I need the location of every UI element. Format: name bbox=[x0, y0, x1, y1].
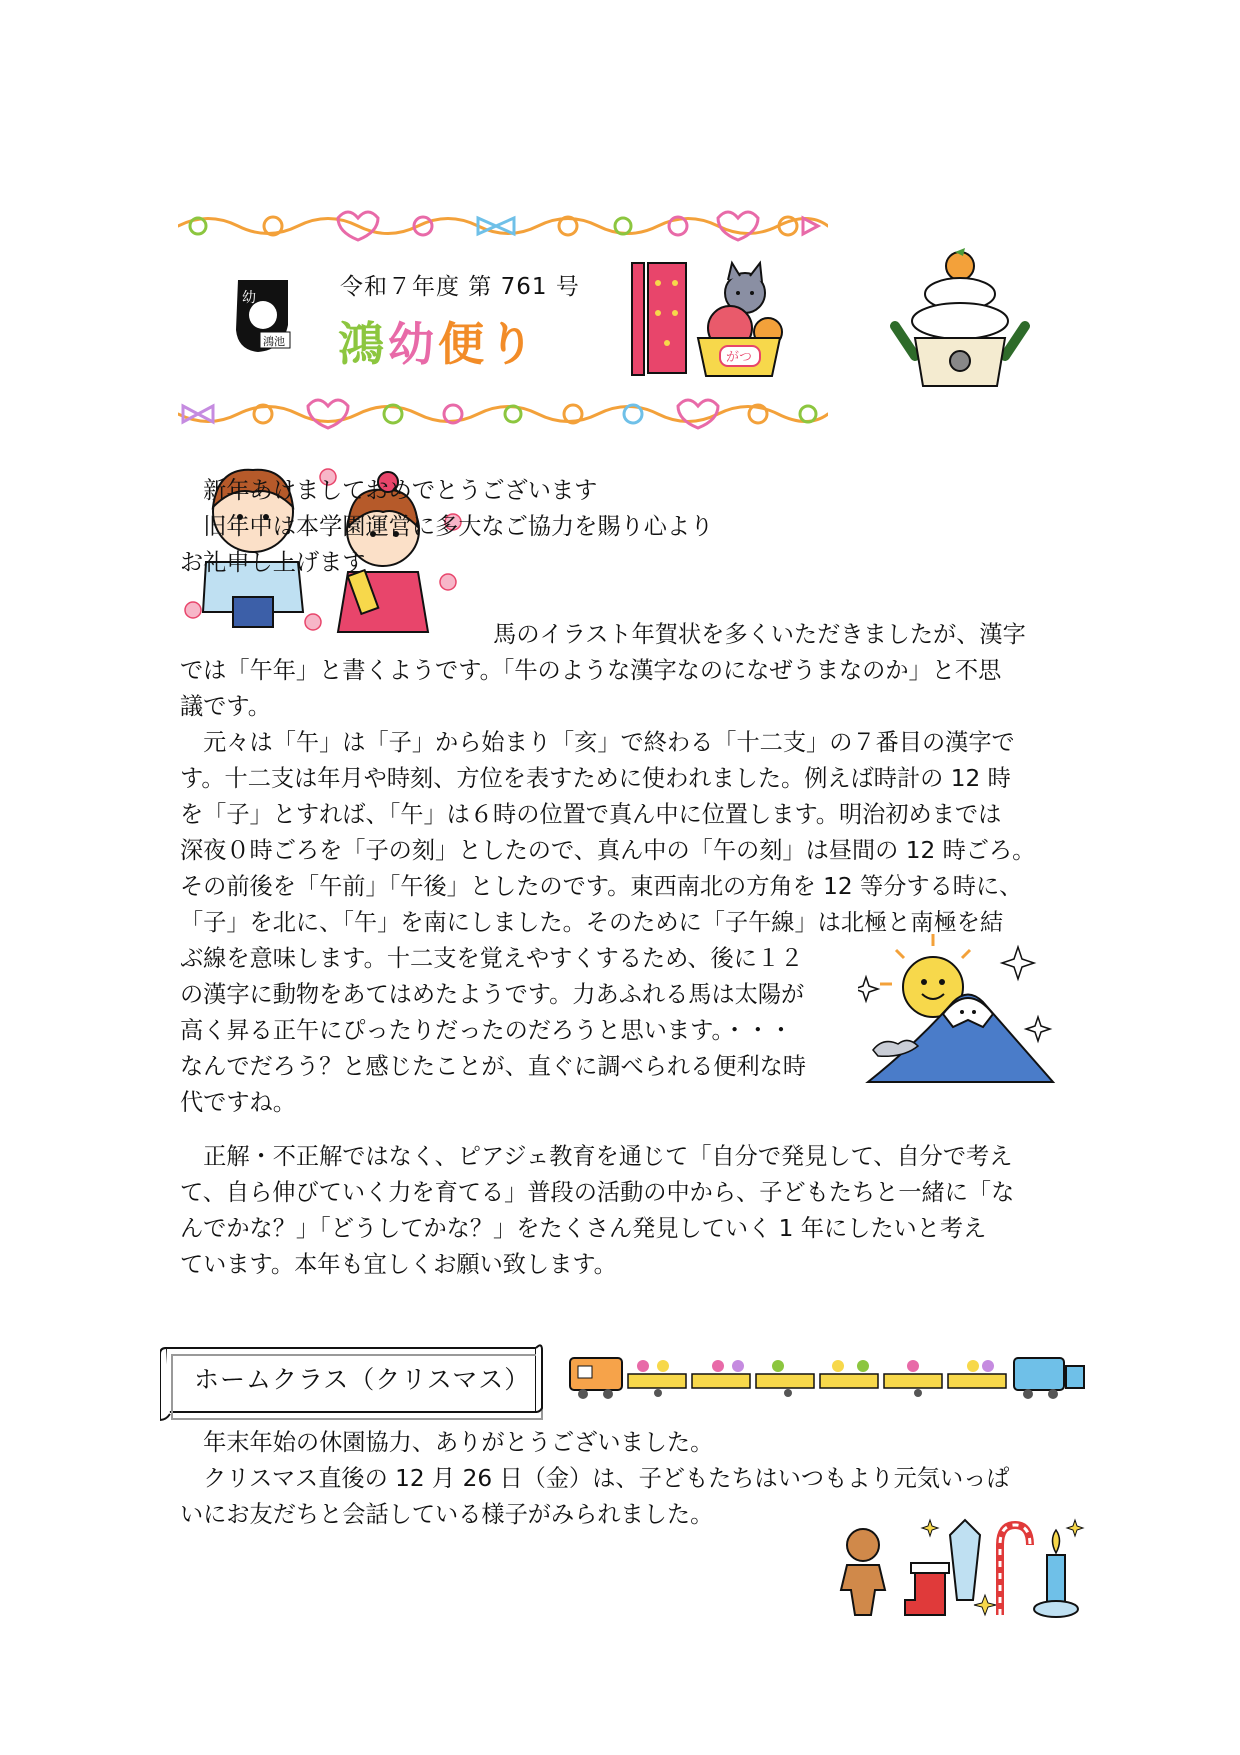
main-line: 元々は「午」は「子」から始まり「亥」で終わる「十二支」の７番目の漢字で bbox=[180, 729, 1015, 756]
main-line: 議です。 bbox=[180, 693, 271, 720]
main-line: では「午年」と書くようです。「牛のような漢字なのになぜうまなのか」と不思 bbox=[180, 657, 1002, 684]
title-part-2: 幼 bbox=[388, 317, 438, 371]
newsletter-title bbox=[338, 308, 538, 374]
main-line: なんでだろう？と感じたことが、直ぐに調べられる便利な時 bbox=[180, 1053, 807, 1080]
section-line: いにお友だちと会話している様子がみられました。 bbox=[180, 1501, 714, 1528]
logo-text-top: 幼 bbox=[242, 290, 256, 306]
main-line: す。十二支は年月や時刻、方位を表すために使われました。例えば時計の 12 時 bbox=[180, 765, 1011, 792]
kagami-mochi-illustration bbox=[885, 246, 1035, 396]
section-heading: ホームクラス（クリスマス） bbox=[194, 1365, 531, 1394]
main-line: 深夜０時ごろを「子の刻」としたので、真ん中の「午の刻」は昼間の 12 時ごろ。 bbox=[180, 837, 1036, 864]
main-line: 高く昇る正午にぴったりだったのだろうと思います。・・・ bbox=[180, 1017, 793, 1044]
main-line: を「子」とすれば、「午」は６時の位置で真ん中に位置します。明治初めまでは bbox=[180, 801, 1002, 828]
issue-number: 令和７年度 第 761 号 bbox=[340, 274, 580, 300]
closing-line: 正解・不正解ではなく、ピアジェ教育を通じて「自分で発見して、自分で考え bbox=[180, 1143, 1013, 1170]
main-line: 代ですね。 bbox=[180, 1089, 296, 1116]
closing-line: ています。本年も宜しくお願い致します。 bbox=[180, 1251, 617, 1278]
closing-line: て、自ら伸びていく力を育てる」普段の活動の中から、子どもたちと一緒に「な bbox=[180, 1179, 1015, 1206]
knitting-cat-illustration bbox=[620, 258, 790, 378]
closing-line: んでかな？」「どうしてかな？」をたくさん発見していく 1 年にしたいと考え bbox=[180, 1215, 987, 1242]
section-line: 年末年始の休園協力、ありがとうございました。 bbox=[180, 1429, 714, 1456]
school-logo bbox=[228, 270, 298, 360]
greeting-line: 旧年中は本学園運営に多大なご協力を賜り心より bbox=[180, 513, 714, 540]
main-line: その前後を「午前」「午後」としたのです。東西南北の方角を 12 等分する時に、 bbox=[180, 873, 1023, 900]
section-line: クリスマス直後の 12 月 26 日（金）は、子どもたちはいつもより元気いっぱ bbox=[180, 1465, 1010, 1492]
main-line: 馬のイラスト年賀状を多くいただきましたが、漢字 bbox=[470, 621, 1026, 648]
greeting-paragraph bbox=[180, 473, 1070, 581]
sun-mountain-illustration bbox=[858, 932, 1058, 1087]
decorative-border-top bbox=[178, 206, 828, 246]
main-line: の漢字に動物をあてはめたようです。力あふれる馬は太陽が bbox=[180, 981, 805, 1008]
train-illustration bbox=[568, 1348, 1088, 1404]
logo-text-bottom: 鴻池 bbox=[263, 335, 285, 348]
closing-paragraph bbox=[180, 1139, 1070, 1283]
greeting-line: お礼申し上げます bbox=[180, 549, 366, 576]
greeting-line: 新年あけましておめでとうございます bbox=[180, 477, 598, 504]
month-badge-text: がつ bbox=[726, 350, 753, 365]
title-part-1: 鴻 bbox=[338, 317, 388, 371]
main-line: 「子」を北に、「午」を南にしました。そのために「子午線」は北極と南極を結 bbox=[180, 909, 1004, 936]
decorative-border-bottom bbox=[178, 394, 828, 434]
main-line: ぶ線を意味します。十二支を覚えやすくするため、後に１２ bbox=[180, 945, 804, 972]
christmas-illustration bbox=[835, 1515, 1085, 1625]
title-part-3: 便り bbox=[438, 317, 538, 371]
